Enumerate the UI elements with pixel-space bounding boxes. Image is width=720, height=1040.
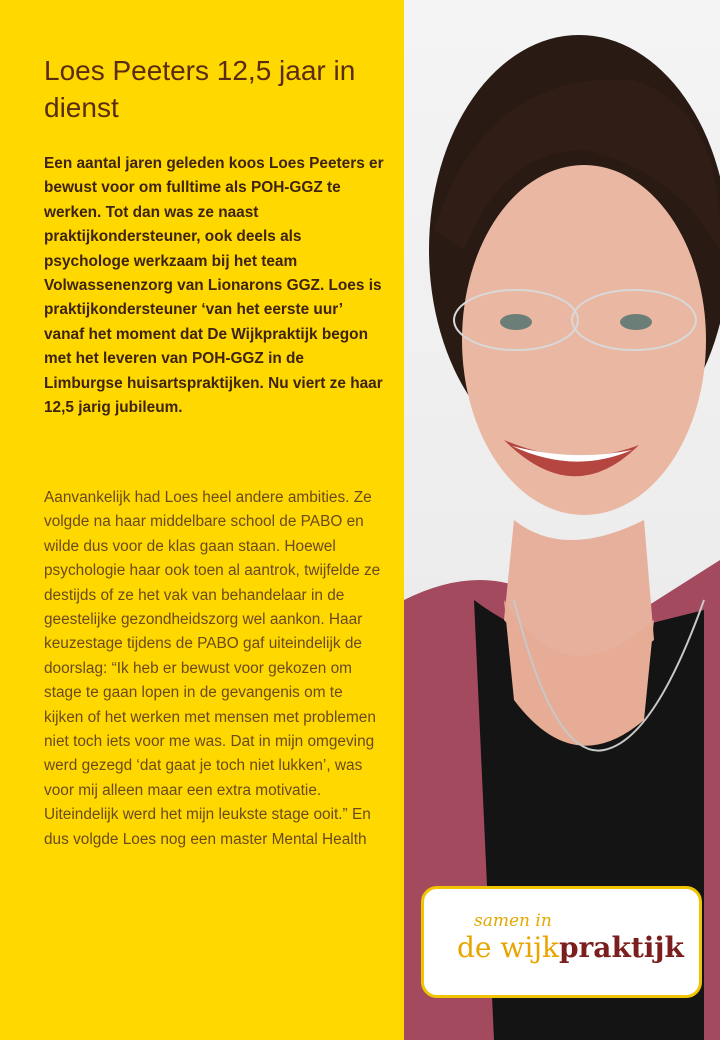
article-title: Loes Peeters 12,5 jaar in dienst [44, 55, 356, 123]
portrait-photo [404, 0, 720, 1040]
logo-wordmark-part1: de wijk [457, 931, 559, 964]
article-lead: Een aantal jaren geleden koos Loes Peeters er bewust voor om fulltime als POH-GGZ te werken. Tot dan was ze naast praktijkondersteuner, ook deels als psychologe werkzaam bij het team Volwassenenzorg van Lionarons GGZ. Loes is praktijkondersteuner ‘van het eerste uur’ vanaf het moment dat De Wijkpraktijk begon met het leveren van POH-GGZ in de Limburgse huisartspraktijken. Nu viert ze haar 12,5 jarig jubileum. [44, 155, 384, 417]
logo-wordmark-part2: praktijk [558, 931, 684, 964]
wijkpraktijk-logo [421, 886, 702, 998]
article-body: Aanvankelijk had Loes heel andere ambities. Ze volgde na haar middelbare school de PABO en wilde dus voor de klas gaan staan. Hoewel psychologie haar ook toen al aantrok, twijfelde ze destijds of ze het vak van behandelaar in de geestelijke gezondheidszorg wel aankon. Haar keuzestage tijdens de PABO gaf uiteindelijk de doorslag: “Ik heb er bewust voor gekozen om stage te gaan lopen in de gevangenis om te kijken of het werken met mensen met problemen niet toch iets voor me was. Dat in mijn omgeving werd gezegd ‘dat gaat je toch niet lukken’, was voor mij alleen maar een extra motivatie. Uiteindelijk werd het mijn leukste stage ooit.” En dus volgde Loes nog een master Mental Health [44, 489, 381, 848]
logo-tagline: samen in [474, 911, 552, 931]
logo-wordmark [457, 931, 684, 964]
